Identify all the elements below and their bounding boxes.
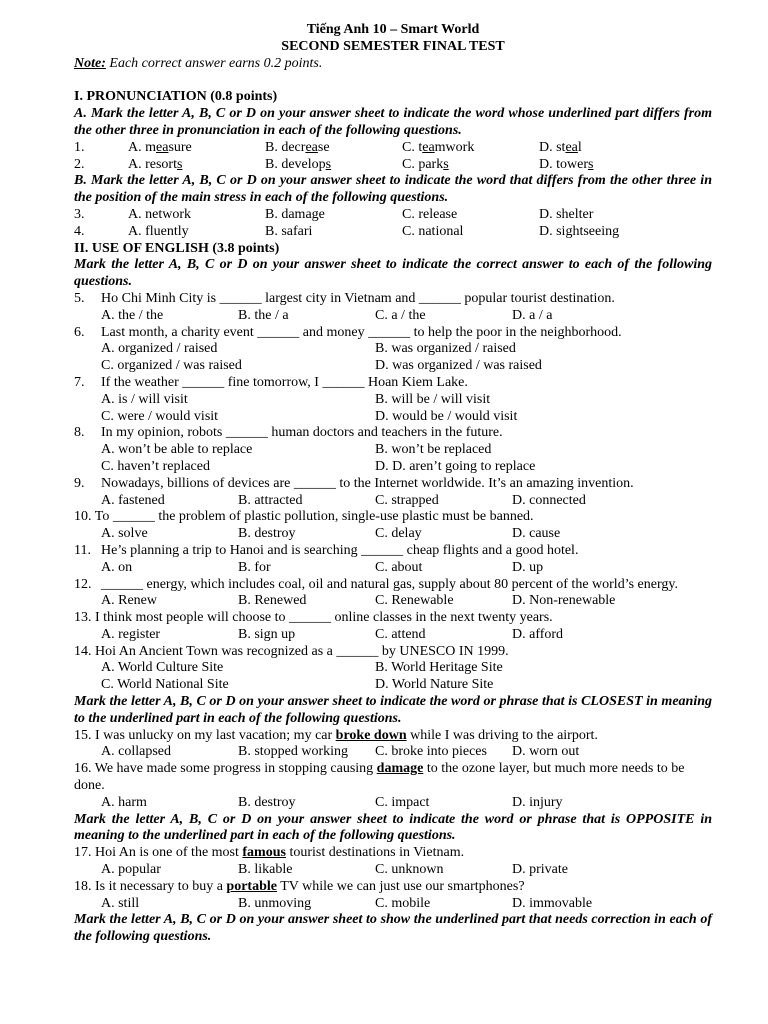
section-use-of-english-title: II. USE OF ENGLISH (3.8 points) (74, 240, 280, 256)
instruction-correction: Mark the letter A, B, C or D on your answer sheet to show the underlined part that needs correction in each of the following questions. (74, 912, 712, 945)
option-c: C. unknown (375, 862, 444, 878)
question-text: Last month, a charity event ______ and money ______ to help the poor in the neighborhood. (101, 324, 622, 340)
question-17: 17. Hoi An is one of the most famous tourist destinations in Vietnam. (74, 845, 465, 861)
note-label: Note: (74, 55, 106, 71)
option-a: A. won’t be able to replace (101, 442, 253, 458)
question-5 (74, 291, 712, 308)
option-d: D. connected (512, 492, 586, 508)
question-number: 17. (74, 845, 92, 861)
question-number: 12. (74, 576, 92, 592)
question-2 (74, 157, 712, 174)
option-c: C. World National Site (101, 677, 229, 693)
question-8 (74, 425, 712, 442)
option-a: A. popular (101, 862, 161, 878)
question-12 (74, 577, 712, 594)
instruction-pronunciation-a: A. Mark the letter A, B, C or D on your answer sheet to indicate the word whose underlined part differs from the other three in pronunciation in each of the following questions. (74, 106, 712, 138)
option-b: B. will be / will visit (375, 391, 491, 407)
option-a: A. fluently (128, 223, 189, 239)
option-c: C. strapped (375, 492, 439, 508)
option-c: C. release (402, 206, 458, 222)
option-d: D. World Nature Site (375, 677, 494, 693)
option-c: C. teamwork (402, 139, 475, 155)
option-c: C. about (375, 559, 423, 575)
option-c: C. organized / was raised (101, 358, 242, 374)
option-a: A. register (101, 626, 161, 642)
question-text: I think most people will choose to ______ online classes in the next twenty years. (95, 610, 553, 626)
option-d: D. immovable (512, 895, 593, 911)
option-c: C. haven’t replaced (101, 458, 210, 474)
option-b: B. attracted (238, 492, 303, 508)
option-d: D. up (512, 559, 544, 575)
options-row (74, 308, 712, 325)
question-9 (74, 476, 712, 493)
option-a: A. measure (128, 139, 192, 155)
option-b: B. safari (265, 223, 313, 239)
option-b: B. was organized / raised (375, 341, 516, 357)
option-b: B. likable (238, 862, 293, 878)
question-text: He’s planning a trip to Hanoi and is searching ______ cheap flights and a good hotel. (101, 542, 579, 558)
question-number: 15. (74, 727, 92, 743)
question-number: 2. (74, 156, 85, 172)
option-b: B. destroy (238, 794, 296, 810)
question-number: 6. (74, 324, 85, 340)
option-a: A. World Culture Site (101, 660, 224, 676)
option-a: A. collapsed (101, 744, 171, 760)
question-3 (74, 207, 712, 224)
instruction-opposite: Mark the letter A, B, C or D on your answer sheet to indicate the word or phrase that is OPPOSITE in meaning to the underlined part in each of the following questions. (74, 811, 712, 844)
question-text: Nowadays, billions of devices are ______ to the Internet worldwide. It’s an amazing invention. (101, 475, 634, 491)
option-b: B. the / a (238, 307, 289, 323)
option-d: D. would be / would visit (375, 408, 518, 424)
option-c: C. attend (375, 626, 426, 642)
options-row (74, 139, 712, 157)
option-b: B. won’t be replaced (375, 442, 492, 458)
option-c: C. Renewable (375, 593, 454, 609)
question-text: Ho Chi Minh City is ______ largest city in Vietnam and ______ popular tourist destination. (101, 290, 615, 306)
keyword: portable (226, 878, 277, 894)
option-a: A. the / the (101, 307, 164, 323)
question-number: 18. (74, 878, 92, 894)
option-c: C. were / would visit (101, 408, 219, 424)
option-a: A. harm (101, 794, 147, 810)
option-b: B. unmoving (238, 895, 312, 911)
option-a: A. fastened (101, 492, 165, 508)
question-number: 7. (74, 374, 85, 390)
instruction-closest: Mark the letter A, B, C or D on your answer sheet to indicate the word or phrase that is CLOSEST in meaning to the underlined part in each of the following questions. (74, 694, 712, 726)
question-18: 18. Is it necessary to buy a portable TV while we can just use our smartphones? (74, 878, 525, 894)
question-number: 5. (74, 290, 85, 306)
question-number: 9. (74, 475, 85, 491)
option-b: B. develops (265, 156, 332, 172)
question-text: If the weather ______ fine tomorrow, I ______ Hoan Kiem Lake. (101, 374, 468, 390)
option-d: D. private (512, 862, 568, 878)
option-a: A. solve (101, 526, 148, 542)
option-b: B. destroy (238, 526, 296, 542)
question-1 (74, 140, 712, 157)
option-c: C. mobile (375, 895, 431, 911)
option-d: D. Non-renewable (512, 593, 616, 609)
question-text: Hoi An Ancient Town was recognized as a ______ by UNESCO IN 1999. (95, 643, 509, 659)
question-14 (74, 644, 712, 661)
keyword: famous (242, 845, 286, 861)
option-d: D. steal (539, 139, 582, 155)
option-d: D. a / a (512, 307, 553, 323)
option-a: A. Renew (101, 593, 157, 609)
question-number: 8. (74, 425, 85, 441)
question-number: 11. (74, 542, 91, 558)
question-number: 13. (74, 610, 92, 626)
option-c: C. parks (402, 156, 449, 172)
option-b: B. World Heritage Site (375, 660, 503, 676)
option-d: D. shelter (539, 206, 594, 222)
question-text: ______ energy, which includes coal, oil and natural gas, supply about 80 percent of the world’s energy. (101, 576, 678, 592)
question-number: 16. (74, 761, 92, 777)
option-d: D. injury (512, 794, 563, 810)
option-c: C. delay (375, 526, 422, 542)
option-c: C. broke into pieces (375, 744, 487, 760)
option-b: B. sign up (238, 626, 296, 642)
option-a: A. still (101, 895, 140, 911)
option-a: A. resorts (128, 156, 183, 172)
option-c: C. a / the (375, 307, 426, 323)
question-4 (74, 224, 712, 241)
keyword: broke down (335, 727, 407, 743)
question-15: 15. I was unlucky on my last vacation; my car broke down while I was driving to the airport. (74, 727, 598, 743)
option-d: D. cause (512, 526, 561, 542)
option-a: A. is / will visit (101, 391, 188, 407)
question-7 (74, 375, 712, 392)
question-number: 14. (74, 643, 92, 659)
option-a: A. on (101, 559, 133, 575)
option-b: B. stopped working (238, 744, 349, 760)
option-b: B. damage (265, 206, 325, 222)
question-number: 10. (74, 509, 92, 525)
option-d: D. D. aren’t going to replace (375, 458, 536, 474)
question-number: 1. (74, 139, 85, 155)
keyword: damage (376, 761, 424, 777)
option-a: A. network (128, 206, 191, 222)
question-text: To ______ the problem of plastic pollution, single-use plastic must be banned. (94, 509, 534, 525)
question-6 (74, 325, 712, 342)
options-row (74, 156, 712, 174)
option-c: C. impact (375, 794, 430, 810)
exam-page (74, 22, 712, 946)
option-d: D. towers (539, 156, 594, 172)
option-d: D. sightseeing (539, 223, 620, 239)
option-b: B. decrease (265, 139, 330, 155)
option-d: D. afford (512, 626, 564, 642)
question-10 (74, 509, 712, 526)
section-pronunciation-title: I. PRONUNCIATION (0.8 points) (74, 89, 278, 105)
header-test-title: SECOND SEMESTER FINAL TEST (281, 38, 505, 54)
option-c: C. national (402, 223, 464, 239)
option-d: D. worn out (512, 744, 580, 760)
question-number: 3. (74, 206, 85, 222)
instruction-correct-answer: Mark the letter A, B, C or D on your answer sheet to indicate the correct answer to each of the following questions. (74, 257, 712, 290)
header-subject: Tiếng Anh 10 – Smart World (306, 22, 480, 37)
option-b: B. Renewed (238, 593, 307, 609)
question-16: 16. We have made some progress in stopping causing damage to the ozone layer, but much more needs to be done. (74, 761, 685, 794)
note-line (74, 56, 712, 73)
instruction-stress-b: B. Mark the letter A, B, C or D on your answer sheet to indicate the word that differs from the other three in the position of the main stress in each of the following questions. (74, 173, 712, 206)
note-text: Each correct answer earns 0.2 points. (105, 55, 323, 71)
question-number: 4. (74, 223, 85, 239)
option-a: A. organized / raised (101, 341, 218, 357)
question-13 (74, 610, 712, 627)
option-d: D. was organized / was raised (375, 358, 542, 374)
option-b: B. for (238, 559, 271, 575)
question-text: In my opinion, robots ______ human doctors and teachers in the future. (101, 425, 503, 441)
question-11 (74, 543, 712, 560)
